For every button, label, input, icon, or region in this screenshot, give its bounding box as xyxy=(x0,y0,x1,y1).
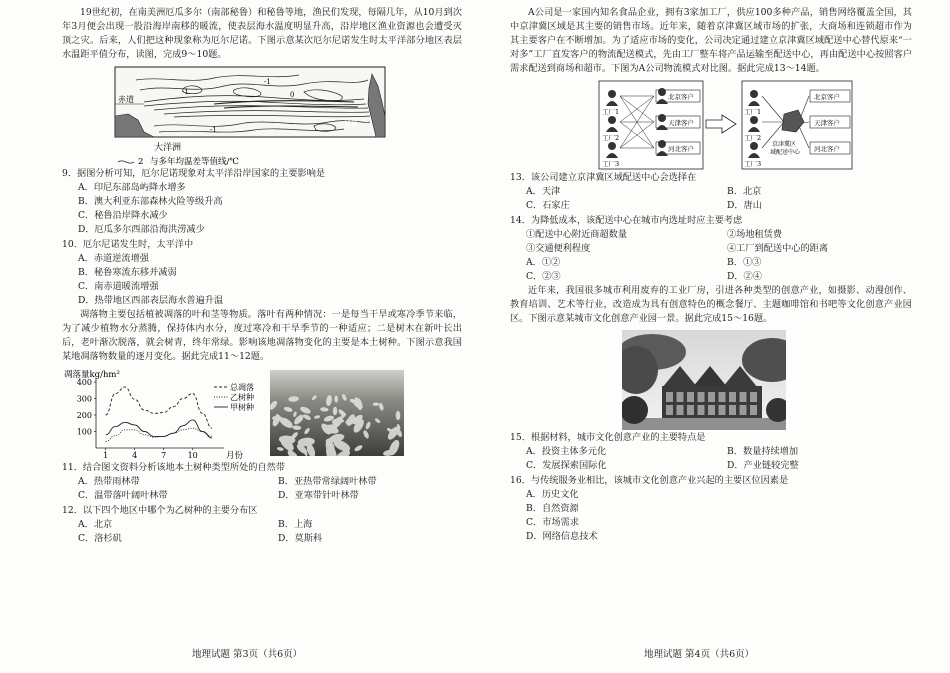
window-shape xyxy=(677,405,684,415)
right-page xyxy=(510,6,912,544)
person-icon xyxy=(750,142,758,150)
q14-item-3: ③交通便利程度 xyxy=(526,243,591,254)
q13-option-b: B．北京 xyxy=(727,186,762,197)
q11-stem: 11．结合图文资料分析该地本土树种类型所处的自然带 xyxy=(62,462,286,473)
chart-ylabel: 凋落量kg/hm² xyxy=(64,370,120,380)
person-icon xyxy=(658,114,666,122)
person-icon xyxy=(658,140,666,148)
sst-anomaly-map xyxy=(114,66,386,166)
window-shape xyxy=(708,392,715,402)
window-shape xyxy=(729,392,736,402)
equator-label: 赤道 xyxy=(118,95,134,104)
window-shape xyxy=(698,405,705,415)
person-icon xyxy=(608,142,616,150)
client-label: 北京客户 xyxy=(814,93,840,101)
q9-stem: 9．据图分析可知，厄尔尼诺现象对太平洋沿岸国家的主要影响是 xyxy=(62,168,326,179)
q14-option-d: D．②④ xyxy=(727,271,762,282)
x-tick-label: 10 xyxy=(187,451,198,460)
q13-option-d: D．唐山 xyxy=(727,200,762,211)
person-icon xyxy=(608,90,616,98)
window-shape xyxy=(687,392,694,402)
factory-label: 工厂1 xyxy=(744,108,762,116)
q14-item-1: ①配送中心附近商超数量 xyxy=(526,229,628,240)
window-shape xyxy=(677,392,684,402)
q14-item-2: ②场地租赁费 xyxy=(727,229,783,240)
x-tick-label: 7 xyxy=(161,451,167,460)
q15-option-a: A．投资主体多元化 xyxy=(526,446,607,457)
window-shape xyxy=(698,392,705,402)
left-page-footer: 地理试题 第3页（共6页） xyxy=(192,649,303,660)
q9-option-d: D．厄瓜多尔西部沿海洪涝减少 xyxy=(78,224,205,235)
intro-13-14: A公司是一家国内知名食品企业，拥有3家加工厂，供应100多种产品，销售网络覆盖全国，其中京津冀区域是其主要的销售市场。近年来，随着京津冀区域市场的扩张，大商场和连锁超市作为其主要客户在不断增加。为了适应市场的变化，公司决定通过建立京津冀区域配送中心替代原来“一对多”工厂直发客户的物流配送模式，先由工厂整车将产品运输至配送中心，再由配送中心按照客户需求配送到商场和超市。下图为A公司物流模式对比图。据此完成13～14题。 xyxy=(510,7,912,74)
y-tick-label: 100 xyxy=(76,427,92,437)
q10-stem: 10．厄尔尼诺发生时，太平洋中 xyxy=(62,239,194,250)
q14-option-b: B．①③ xyxy=(727,257,762,268)
window-shape xyxy=(687,405,694,415)
figure-row-11-12 xyxy=(62,368,462,460)
q14-stem: 14．为降低成本，该配送中心在城市内选址时应主要考虑 xyxy=(510,215,743,226)
q11-option-b: B．亚热带常绿阔叶林带 xyxy=(278,476,377,487)
q16-option-d: D．网络信息技术 xyxy=(526,531,598,542)
intro-9-10: 19世纪初，在南美洲厄瓜多尔（南部秘鲁）和秘鲁等地，渔民们发现，每隔几年，从10月到次年3月便会出现一股沿海岸南移的暖流，使表层海水温度明显升高，沿岸地区渔业资源也会遭受灭顶之灾。后来，人们把这种现象称为厄尔尼诺。下图示意某次厄尔尼诺发生时太平洋部分地区表层水温距平值分布，读图，完成9～10题。 xyxy=(62,7,462,60)
window-shape xyxy=(750,392,757,402)
window-shape xyxy=(750,405,757,415)
leaf-litter-photo xyxy=(270,370,404,456)
factory-label: 工厂1 xyxy=(602,108,620,116)
q9-option-c: C．秘鲁沿岸降水减少 xyxy=(78,210,168,221)
leaf-litter-photo-svg xyxy=(270,370,404,456)
logistics-diagram-svg xyxy=(598,80,854,170)
center-label: 域配送中心 xyxy=(770,149,801,156)
client-label: 北京客户 xyxy=(668,93,694,101)
q11-option-c: C．温带落叶阔叶林带 xyxy=(78,490,168,501)
client-label: 天津客户 xyxy=(814,119,840,127)
q16-stem: 16．与传统服务业相比，该城市文化创意产业兴起的主要区位因素是 xyxy=(510,475,789,486)
q15-option-d: D．产业链较完整 xyxy=(727,460,799,471)
legend-value: 2 xyxy=(138,157,144,166)
q13-option-a: A．天津 xyxy=(526,186,561,197)
leaf-shape xyxy=(373,403,380,406)
window-shape xyxy=(729,405,736,415)
window-shape xyxy=(666,405,673,415)
legend-entry: 总凋落 xyxy=(230,383,254,392)
creative-park-photo xyxy=(622,330,786,430)
legend-entry: 乙树种 xyxy=(230,393,254,402)
y-tick-label: 300 xyxy=(76,394,92,404)
person-icon xyxy=(658,88,666,96)
q12-option-a: A．北京 xyxy=(78,519,113,530)
continent-label: 大洋洲 xyxy=(154,143,182,153)
sst-map-svg xyxy=(114,66,386,166)
chart-xlabel: 月份 xyxy=(226,451,244,460)
factory-label: 工厂3 xyxy=(744,160,762,168)
q13-option-c: C．石家庄 xyxy=(526,200,570,211)
client-label: 河北客户 xyxy=(814,145,840,153)
q12-stem: 12．以下四个地区中哪个为乙树种的主要分布区 xyxy=(62,505,258,516)
factory-label: 工厂2 xyxy=(602,134,620,142)
q16-option-c: C．市场需求 xyxy=(526,517,579,528)
right-page-footer: 地理试题 第4页（共6页） xyxy=(644,649,755,660)
person-icon xyxy=(750,90,758,98)
q10-option-b: B．秘鲁寒流东移并减弱 xyxy=(78,267,177,278)
legend-entry: 甲树种 xyxy=(230,403,254,412)
q14-item-4: ④工厂到配送中心的距离 xyxy=(727,243,829,254)
q14-option-c: C．②③ xyxy=(526,271,561,282)
q11-option-d: D．亚寒带针叶林带 xyxy=(278,490,359,501)
q10-option-d: D．热带地区西部表层海水普遍升温 xyxy=(78,295,224,306)
y-tick-label: 400 xyxy=(76,378,92,387)
person-icon xyxy=(750,116,758,124)
y-tick-label: 200 xyxy=(76,411,92,420)
window-shape xyxy=(719,405,726,415)
x-tick-label: 4 xyxy=(132,451,138,460)
factory-label: 工厂2 xyxy=(744,134,762,142)
x-tick-label: 1 xyxy=(103,451,109,460)
q10-option-c: C．南赤道暖流增强 xyxy=(78,281,159,292)
window-shape xyxy=(708,405,715,415)
q11-option-a: A．热带雨林带 xyxy=(78,476,140,487)
q9-option-b: B．澳大利亚东部森林火险等级升高 xyxy=(78,196,223,207)
intro-15-16: 近年来，我国很多城市利用废弃的工业厂房，引进各种类型的创意产业，如摄影、动漫创作、教育培训、艺术等行业，改造成为具有创意特色的概念餐厅、主题咖啡馆和书吧等文化创意产业园区。下图示意某城市文化创意产业园一景。据此完成15～16题。 xyxy=(510,285,912,324)
intro-11-12: 凋落物主要包括植被凋落的叶和茎等物质。落叶有两种情况：一是每当干旱或寒冷季节来临，为了减少植物水分蒸腾，保持体内水分，度过寒冷和干旱季节的一种适应；二是树木在新叶长出后，老叶渐次脱落，就会树青，终年常绿。影响该地凋落物变化的主要是本土树种。下图示意我国某地凋落物数量的逐月变化。据此完成11～12题。 xyxy=(62,309,462,362)
creative-park-photo-svg xyxy=(622,330,786,430)
litter-fall-chart xyxy=(62,368,262,460)
center-label: 京津冀区 xyxy=(772,141,797,148)
left-page xyxy=(62,6,462,546)
window-shape xyxy=(666,392,673,402)
contour-label: -1 xyxy=(182,88,189,96)
series-line-2 xyxy=(106,428,212,441)
q16-option-b: B．自然资源 xyxy=(526,503,579,514)
q16-option-a: A．历史文化 xyxy=(526,489,579,500)
q15-option-c: C．发展探索国际化 xyxy=(526,460,607,471)
logistics-diagram xyxy=(598,80,854,170)
contour-label: 0 xyxy=(290,91,295,99)
factory-label: 工厂3 xyxy=(602,160,620,168)
window-shape xyxy=(740,392,747,402)
q12-option-d: D．莫斯科 xyxy=(278,533,323,544)
window-shape xyxy=(719,392,726,402)
window-shape xyxy=(740,405,747,415)
person-icon xyxy=(608,116,616,124)
q12-option-b: B．上海 xyxy=(278,519,313,530)
arrow-right-icon xyxy=(706,115,736,133)
client-label: 河北客户 xyxy=(668,145,694,153)
contour-label: -1 xyxy=(210,126,217,134)
map-legend: 与多年均温差等值线/℃ xyxy=(150,157,239,166)
q14-option-a: A．①② xyxy=(526,257,561,268)
q15-option-b: B．数量持续增加 xyxy=(727,446,799,457)
contour-label: -1 xyxy=(264,78,271,86)
q13-stem: 13．该公司建立京津冀区域配送中心会选择在 xyxy=(510,172,697,183)
legend-line-icon xyxy=(118,161,134,163)
america-label: 秘鲁 xyxy=(344,120,358,128)
client-label: 天津客户 xyxy=(668,119,694,127)
q12-option-c: C．洛杉矶 xyxy=(78,533,122,544)
q9-option-a: A．印尼东部岛屿降水增多 xyxy=(78,182,186,193)
q10-option-a: A．赤道逆流增强 xyxy=(78,253,149,264)
q15-stem: 15．根据材料，城市文化创意产业的主要特点是 xyxy=(510,432,706,443)
